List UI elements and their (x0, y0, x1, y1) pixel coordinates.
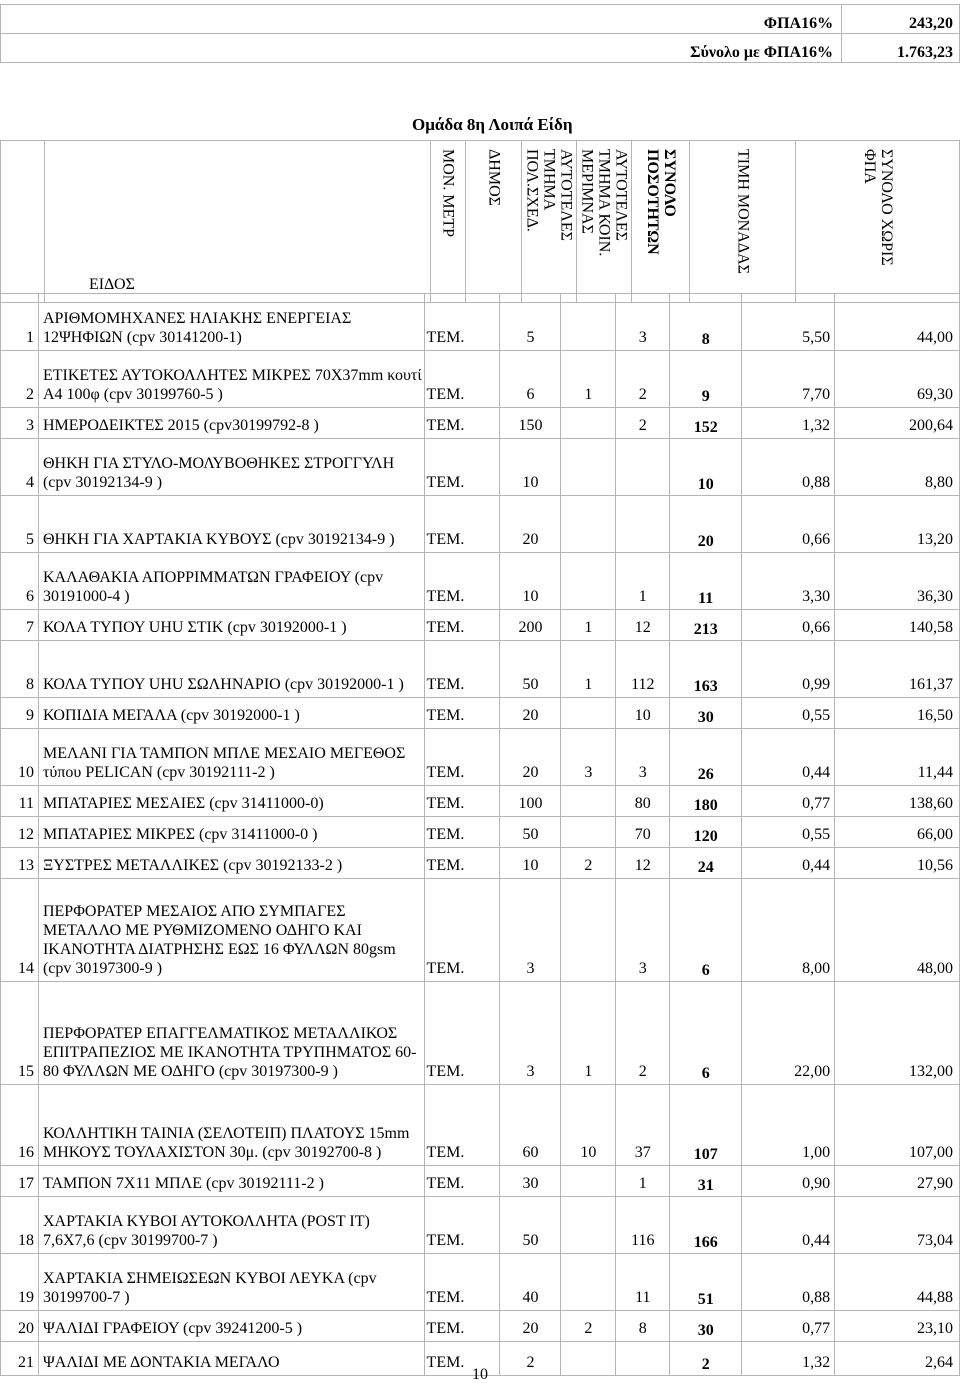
qty-col-b: 11 (616, 1254, 670, 1311)
item-description: ΗΜΕΡΟΔΕΙΚΤΕΣ 2015 (cpv30199792-8 ) (38, 408, 424, 439)
qty-dimos: 2 (500, 1342, 561, 1376)
qty-dimos: 50 (500, 817, 561, 848)
total-no-vat: 36,30 (835, 553, 960, 610)
qty-col-a (561, 698, 616, 729)
qty-total: 8 (670, 294, 742, 351)
item-unit: ΤΕΜ. (424, 496, 500, 553)
qty-col-b: 80 (616, 786, 670, 817)
qty-total: 6 (670, 982, 742, 1085)
qty-total: 180 (670, 786, 742, 817)
table-row (1, 1166, 960, 1197)
total-no-vat: 23,10 (835, 1311, 960, 1342)
table-row (1, 351, 960, 408)
unit-price: 0,90 (742, 1166, 835, 1197)
qty-dimos: 200 (500, 610, 561, 641)
table-row (1, 1085, 960, 1166)
qty-dimos: 20 (500, 698, 561, 729)
header-unit-price: ΤΙΜΗ ΜΟΝΑΔΑΣ (690, 141, 796, 303)
unit-price: 0,88 (742, 1254, 835, 1311)
header-total-qty: ΣΥΝΟΛΟ ΠΟΣΟΤΗΤΩΝ (632, 141, 690, 303)
qty-col-b: 1 (616, 553, 670, 610)
qty-col-a (561, 496, 616, 553)
vat-summary-table (0, 4, 960, 63)
item-number: 20 (1, 1311, 39, 1342)
qty-total: 9 (670, 351, 742, 408)
item-number: 12 (1, 817, 39, 848)
item-number: 14 (1, 879, 39, 982)
qty-total: 120 (670, 817, 742, 848)
item-unit: ΤΕΜ. (424, 408, 500, 439)
table-row (1, 1254, 960, 1311)
table-row (1, 982, 960, 1085)
total-no-vat: 13,20 (835, 496, 960, 553)
table-row (1, 848, 960, 879)
qty-col-b: 3 (616, 729, 670, 786)
unit-price: 0,44 (742, 848, 835, 879)
items-table (0, 293, 960, 1376)
item-number: 6 (1, 553, 39, 610)
item-description: ΜΠΑΤΑΡΙΕΣ ΜΕΣΑΙΕΣ (cpv 31411000-0) (38, 786, 424, 817)
header-unit: ΜΟΝ. ΜΕΤΡ (430, 141, 465, 303)
table-row (1, 610, 960, 641)
qty-dimos: 30 (500, 1166, 561, 1197)
item-description: ΑΡΙΘΜΟΜΗΧΑΝΕΣ ΗΛΙΑΚΗΣ ΕΝΕΡΓΕΙΑΣ 12ΨΗΦΙΩΝ (cpv 30141200-1) (38, 294, 424, 351)
table-row (1, 439, 960, 496)
qty-dimos: 20 (500, 729, 561, 786)
vat-label: ΦΠΑ16% (1, 5, 842, 34)
vat-value: 243,20 (842, 5, 960, 34)
unit-price: 22,00 (742, 982, 835, 1085)
qty-col-a (561, 439, 616, 496)
table-row (1, 408, 960, 439)
item-number: 13 (1, 848, 39, 879)
item-description: ΚΟΛΑ ΤΥΠΟΥ UHU ΣΩΛΗΝΑΡΙΟ (cpv 30192000-1 ) (38, 641, 424, 698)
header-row (0, 140, 960, 303)
unit-price: 7,70 (742, 351, 835, 408)
unit-price: 0,66 (742, 610, 835, 641)
qty-col-b: 12 (616, 848, 670, 879)
item-number: 8 (1, 641, 39, 698)
unit-price: 1,32 (742, 1342, 835, 1376)
total-no-vat: 48,00 (835, 879, 960, 982)
qty-total: 6 (670, 879, 742, 982)
item-unit: ΤΕΜ. (424, 553, 500, 610)
page-number: 10 (472, 1366, 488, 1383)
total-no-vat: 11,44 (835, 729, 960, 786)
qty-col-a (561, 879, 616, 982)
qty-col-a: 2 (561, 1311, 616, 1342)
item-description: ΧΑΡΤΑΚΙΑ ΚΥΒΟΙ ΑΥΤΟΚΟΛΛΗΤΑ (POST IT) 7,6Χ7,6 (cpv 30199700-7 ) (38, 1197, 424, 1254)
qty-col-b: 1 (616, 1166, 670, 1197)
qty-dimos: 50 (500, 641, 561, 698)
header-col-b: ΑΥΤΟΤΕΛΕΣ ΤΜΗΜΑ ΚΟΙΝ. ΜΕΡΙΜΝΑΣ (577, 141, 632, 303)
qty-total: 26 (670, 729, 742, 786)
item-number: 17 (1, 1166, 39, 1197)
item-description: ΘΗΚΗ ΓΙΑ ΧΑΡΤΑΚΙΑ ΚΥΒΟΥΣ (cpv 30192134-9 ) (38, 496, 424, 553)
qty-dimos: 10 (500, 848, 561, 879)
item-description: ΕΤΙΚΕΤΕΣ ΑΥΤΟΚΟΛΛΗΤΕΣ ΜΙΚΡΕΣ 70Χ37mm κουτί Α4 100φ (cpv 30199760-5 ) (38, 351, 424, 408)
qty-col-b: 3 (616, 879, 670, 982)
qty-col-b: 2 (616, 982, 670, 1085)
item-unit: ΤΕΜ. (424, 351, 500, 408)
total-no-vat: 107,00 (835, 1085, 960, 1166)
unit-price: 0,55 (742, 817, 835, 848)
table-row (1, 698, 960, 729)
item-number: 21 (1, 1342, 39, 1376)
item-unit: ΤΕΜ. (424, 1197, 500, 1254)
total-with-vat-label: Σύνολο με ΦΠΑ16% (1, 34, 842, 63)
qty-col-a: 1 (561, 982, 616, 1085)
qty-dimos: 60 (500, 1085, 561, 1166)
total-no-vat: 69,30 (835, 351, 960, 408)
unit-price: 0,77 (742, 786, 835, 817)
qty-total: 30 (670, 1311, 742, 1342)
qty-total: 152 (670, 408, 742, 439)
unit-price: 0,66 (742, 496, 835, 553)
item-number: 2 (1, 351, 39, 408)
item-number: 5 (1, 496, 39, 553)
item-unit: ΤΕΜ. (424, 698, 500, 729)
qty-dimos: 40 (500, 1254, 561, 1311)
summary-row (1, 34, 960, 63)
unit-price: 0,55 (742, 698, 835, 729)
item-description: ΚΑΛΑΘΑΚΙΑ ΑΠΟΡΡΙΜΜΑΤΩΝ ΓΡΑΦΕΙΟΥ (cpv 30191000-4 ) (38, 553, 424, 610)
table-row (1, 729, 960, 786)
qty-total: 30 (670, 698, 742, 729)
qty-total: 166 (670, 1197, 742, 1254)
qty-dimos: 100 (500, 786, 561, 817)
total-no-vat: 8,80 (835, 439, 960, 496)
item-number: 7 (1, 610, 39, 641)
unit-price: 0,44 (742, 1197, 835, 1254)
qty-total: 20 (670, 496, 742, 553)
qty-col-a (561, 1166, 616, 1197)
total-no-vat: 138,60 (835, 786, 960, 817)
item-description: ΜΠΑΤΑΡΙΕΣ ΜΙΚΡΕΣ (cpv 31411000-0 ) (38, 817, 424, 848)
qty-dimos: 10 (500, 553, 561, 610)
qty-col-a (561, 1342, 616, 1376)
unit-price: 0,88 (742, 439, 835, 496)
item-number: 1 (1, 294, 39, 351)
item-number: 4 (1, 439, 39, 496)
total-no-vat: 2,64 (835, 1342, 960, 1376)
qty-col-a (561, 817, 616, 848)
unit-price: 5,50 (742, 294, 835, 351)
total-no-vat: 27,90 (835, 1166, 960, 1197)
item-description: ΨΑΛΙΔΙ ΓΡΑΦΕΙΟΥ (cpv 39241200-5 ) (38, 1311, 424, 1342)
qty-col-a (561, 294, 616, 351)
header-no (1, 141, 45, 303)
qty-col-a: 1 (561, 351, 616, 408)
summary-row (1, 5, 960, 34)
qty-total: 11 (670, 553, 742, 610)
item-unit: ΤΕΜ. (424, 641, 500, 698)
qty-total: 107 (670, 1085, 742, 1166)
item-unit: ΤΕΜ. (424, 294, 500, 351)
qty-dimos: 50 (500, 1197, 561, 1254)
item-description: ΘΗΚΗ ΓΙΑ ΣΤΥΛΟ-ΜΟΛΥΒΟΘΗΚΕΣ ΣΤΡΟΓΓΥΛΗ (cpv 30192134-9 ) (38, 439, 424, 496)
total-no-vat: 44,00 (835, 294, 960, 351)
qty-col-b (616, 496, 670, 553)
qty-dimos: 3 (500, 982, 561, 1085)
table-row (1, 641, 960, 698)
qty-total: 51 (670, 1254, 742, 1311)
qty-dimos: 20 (500, 496, 561, 553)
qty-dimos: 6 (500, 351, 561, 408)
item-number: 10 (1, 729, 39, 786)
header-dimos: ΔΗΜΟΣ (465, 141, 522, 303)
qty-col-b: 8 (616, 1311, 670, 1342)
total-no-vat: 44,88 (835, 1254, 960, 1311)
qty-col-b: 3 (616, 294, 670, 351)
qty-col-b: 2 (616, 408, 670, 439)
item-description: ΠΕΡΦΟΡΑΤΕΡ ΕΠΑΓΓΕΛΜΑΤΙΚΟΣ ΜΕΤΑΛΛΙΚΟΣ ΕΠΙΤΡΑΠΕΖΙΟΣ ΜΕ ΙΚΑΝΟΤΗΤΑ ΤΡΥΠΗΜΑΤΟΣ 60-80 ΦΥΛΛΩΝ ΜΕ ΟΔΗΓΟ (cpv 30197300-9 ) (38, 982, 424, 1085)
total-no-vat: 140,58 (835, 610, 960, 641)
item-unit: ΤΕΜ. (424, 817, 500, 848)
qty-total: 213 (670, 610, 742, 641)
item-unit: ΤΕΜ. (424, 786, 500, 817)
qty-dimos: 20 (500, 1311, 561, 1342)
qty-col-a: 1 (561, 641, 616, 698)
qty-col-b: 112 (616, 641, 670, 698)
unit-price: 8,00 (742, 879, 835, 982)
qty-col-a (561, 1254, 616, 1311)
item-unit: ΤΕΜ. (424, 1085, 500, 1166)
item-description: ΚΟΠΙΔΙΑ ΜΕΓΑΛΑ (cpv 30192000-1 ) (38, 698, 424, 729)
qty-col-b: 37 (616, 1085, 670, 1166)
qty-dimos: 150 (500, 408, 561, 439)
qty-col-b: 12 (616, 610, 670, 641)
unit-price: 3,30 (742, 553, 835, 610)
item-description: ΠΕΡΦΟΡΑΤΕΡ ΜΕΣΑΙΟΣ ΑΠΟ ΣΥΜΠΑΓΕΣ ΜΕΤΑΛΛΟ ΜΕ ΡΥΘΜΙΖΟΜΕΝΟ ΟΔΗΓΟ ΚΑΙ ΙΚΑΝΟΤΗΤΑ ΔΙΑΤΡΗΣΗΣ ΕΩΣ 16 ΦΥΛΛΩΝ 80gsm (cpv 30197300-9 ) (38, 879, 424, 982)
total-with-vat-value: 1.763,23 (842, 34, 960, 63)
qty-dimos: 10 (500, 439, 561, 496)
item-unit: ΤΕΜ. (424, 879, 500, 982)
item-unit: ΤΕΜ. (424, 982, 500, 1085)
table-row (1, 496, 960, 553)
unit-price: 1,00 (742, 1085, 835, 1166)
qty-col-b: 70 (616, 817, 670, 848)
qty-col-b: 2 (616, 351, 670, 408)
item-unit: ΤΕΜ. (424, 439, 500, 496)
qty-dimos: 3 (500, 879, 561, 982)
qty-dimos: 5 (500, 294, 561, 351)
item-number: 15 (1, 982, 39, 1085)
item-unit: ΤΕΜ. (424, 848, 500, 879)
item-description: ΞΥΣΤΡΕΣ ΜΕΤΑΛΛΙΚΕΣ (cpv 30192133-2 ) (38, 848, 424, 879)
table-row (1, 553, 960, 610)
qty-col-a: 3 (561, 729, 616, 786)
table-row (1, 817, 960, 848)
group-title: Ομάδα 8η Λοιπά Είδη (412, 115, 573, 134)
qty-total: 10 (670, 439, 742, 496)
item-unit: ΤΕΜ. (424, 1166, 500, 1197)
qty-col-a (561, 1197, 616, 1254)
item-number: 18 (1, 1197, 39, 1254)
qty-col-a (561, 553, 616, 610)
item-description: ΨΑΛΙΔΙ ΜΕ ΔΟΝΤΑΚΙΑ ΜΕΓΑΛΟ (38, 1342, 424, 1376)
item-description: ΧΑΡΤΑΚΙΑ ΣΗΜΕΙΩΣΕΩΝ ΚΥΒΟΙ ΛΕΥΚΑ (cpv 30199700-7 ) (38, 1254, 424, 1311)
total-no-vat: 200,64 (835, 408, 960, 439)
total-no-vat: 10,56 (835, 848, 960, 879)
qty-col-a (561, 408, 616, 439)
unit-price: 0,99 (742, 641, 835, 698)
unit-price: 0,77 (742, 1311, 835, 1342)
total-no-vat: 73,04 (835, 1197, 960, 1254)
total-no-vat: 132,00 (835, 982, 960, 1085)
qty-total: 163 (670, 641, 742, 698)
table-row (1, 1197, 960, 1254)
item-number: 11 (1, 786, 39, 817)
qty-col-a: 10 (561, 1085, 616, 1166)
item-unit: ΤΕΜ. (424, 1311, 500, 1342)
total-no-vat: 161,37 (835, 641, 960, 698)
item-description: ΚΟΛΑ ΤΥΠΟΥ UHU ΣΤΙΚ (cpv 30192000-1 ) (38, 610, 424, 641)
unit-price: 0,44 (742, 729, 835, 786)
item-unit: ΤΕΜ. (424, 1254, 500, 1311)
table-row (1, 879, 960, 982)
item-number: 19 (1, 1254, 39, 1311)
item-description: ΚΟΛΛΗΤΙΚΗ ΤΑΙΝΙΑ (ΣΕΛΟΤΕΙΠ) ΠΛΑΤΟΥΣ 15mm ΜΗΚΟΥΣ ΤΟΥΛΑΧΙΣΤΟΝ 30μ. (cpv 30192700-8 ) (38, 1085, 424, 1166)
item-description: ΜΕΛΑΝΙ ΓΙΑ ΤΑΜΠΟΝ ΜΠΛΕ ΜΕΣΑΙΟ ΜΕΓΕΘΟΣ τύπου PELICAN (cpv 30192111-2 ) (38, 729, 424, 786)
header-eidos: ΕΙΔΟΣ (44, 141, 430, 303)
table-row (1, 1311, 960, 1342)
item-unit: ΤΕΜ. (424, 610, 500, 641)
qty-col-a (561, 786, 616, 817)
item-unit: ΤΕΜ. (424, 1342, 500, 1376)
table-row (1, 786, 960, 817)
table-row (1, 294, 960, 351)
qty-total: 2 (670, 1342, 742, 1376)
item-number: 3 (1, 408, 39, 439)
qty-col-b (616, 439, 670, 496)
total-no-vat: 16,50 (835, 698, 960, 729)
qty-total: 24 (670, 848, 742, 879)
unit-price: 1,32 (742, 408, 835, 439)
qty-col-b (616, 1342, 670, 1376)
qty-col-b: 116 (616, 1197, 670, 1254)
qty-col-a: 1 (561, 610, 616, 641)
item-unit: ΤΕΜ. (424, 729, 500, 786)
header-col-a: ΑΥΤΟΤΕΛΕΣ ΤΜΗΜΑ ΠΟΛ.ΣΧΕΔ. (522, 141, 577, 303)
qty-total: 31 (670, 1166, 742, 1197)
item-number: 9 (1, 698, 39, 729)
header-total-no-vat: ΣΥΝΟΛΟ ΧΩΡΙΣ ΦΠΑ (796, 141, 960, 303)
item-description: ΤΑΜΠΟΝ 7Χ11 ΜΠΛΕ (cpv 30192111-2 ) (38, 1166, 424, 1197)
total-no-vat: 66,00 (835, 817, 960, 848)
item-number: 16 (1, 1085, 39, 1166)
qty-col-b: 10 (616, 698, 670, 729)
qty-col-a: 2 (561, 848, 616, 879)
